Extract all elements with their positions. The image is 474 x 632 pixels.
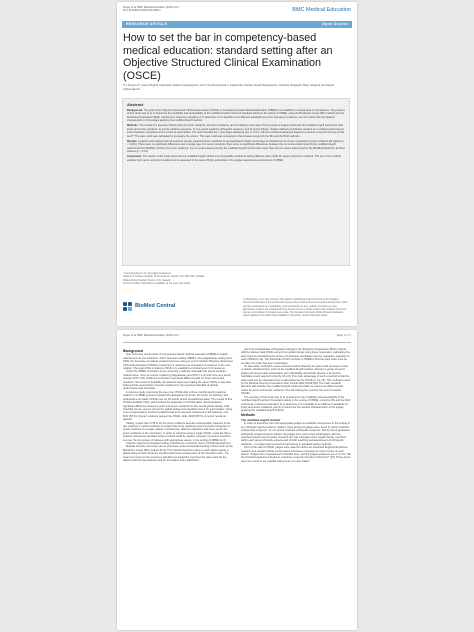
header-doi: DOI 10.1186/s12909-015-0506-z	[123, 9, 161, 13]
page2-header-citation: Dwyer et al. BMC Medical Education (2016) 16:1	[123, 334, 180, 337]
affiliation-more: Full list of author information is available at the end of the article	[123, 281, 191, 285]
subsection-heading: The modified Angoff method	[241, 417, 281, 422]
abstract-box	[122, 98, 350, 266]
article-type-label: RESEARCH ARTICLE	[126, 22, 168, 27]
abstract-section-text: The goal of the Objective Structured Clinical Examination (OSCE) in Competency-based Medical Education (CBME) is to establish a minimal level of competence. The purpose of this study was to 1) to determine the credibility and acceptability of the modified Angoff method of standard setting in the setting of CBME, using the Borderline Group (BG) method and the Borderline Regression (BLR) method as a reference standard; 2) to determine if it is feasible to set different standards for junior and senior residents, and 3) to determine the desired characteristics of the judges applying the modified Angoff method.	[127, 109, 345, 123]
body-paragraph: (such as postgraduate orthopaedic training) is the Borderline Regression (BLR) method, which produces total OSCE scores from global ratings using linear regression, calculating the pass mark by substituting the scores of borderline candidates into the regression equation for each OSCE [9–12]. The downside of both methods in CBME is that the pass mark must be set after the exam has been undertaken.	[241, 348, 350, 365]
abstract-section	[127, 140, 345, 154]
header-citation-block	[123, 6, 179, 13]
abstract-section	[127, 124, 345, 138]
publisher-logo	[123, 302, 175, 310]
body-paragraph: Clearly, a pass rate of 38 % for the junior residents appears unacceptable, believed in the two rotations in sports medicine is a belief that junior residents cannot become competent in sports medicine in a single rotation. Furthermore, different objectives had been set for the junior residents vs the curriculum. In order to continue using a single OSCE, it was felt that a criterion-referenced standard setting method could be applied, whereby cut-scores would be set over the two groups of trainees with appropriate values, in the setting of CBME [1–5].	[123, 421, 231, 442]
article-title: How to set the bar in competency-based medical education: standard setting after an Objective Structured Clinical Examination (OSCE)	[123, 32, 333, 82]
article-first-page	[117, 2, 357, 326]
abstract-section-text: A paired t-test showed that all examiner groups expected senior residents to get significantly higher percentage of checklist items correct compared to junior residents (all stations p < 0.001). There were no significant differences due to judge type. For senior residents, there were no significant differences between the cut scores determined by the modified Angoff method and the BG/BLR method. For junior residents, the cut scores determined by the modified Angoff method were lower than the cut scores determined by the BG/BLR Method in all three stations (p < 0.01).	[127, 139, 345, 154]
abstract-section-label: Conclusion:	[127, 155, 143, 159]
affiliation-2: 2Mount Sinai Hospital, Toronto, ON, Canada	[123, 278, 171, 282]
correspondence-email: * Correspondence: tim.dwyer@wchospital.ca	[123, 272, 171, 275]
abstract-heading: Abstract	[127, 102, 144, 107]
body-paragraph: Criterion-referenced standard setting methods are commonly used in OSCE development.	[126, 441, 232, 445]
body-paragraph: An alternative method is a test-centered method whereby the pass mark is based on how or station characteristics, such as the modified Angoff method, whereby a group of expert judges will review each examination item individually and decide whether a borderline candidate would respond correctly [13–16]. The main advantage of such a method is that the pass mark can be calculated prior to administering the OSCE [4, 13, 16]. This method is used by the Medical Council of Canada in their clinical skills OSCE [18]. The main research question was whether the modified Angoff could potentially be used to set different pass marks for junior and senior residents, thus eliminating the need for two sets of rotation OSCEs.	[241, 365, 351, 396]
body-paragraph: The purpose of this study was to 1) to determine the credibility and acceptability of the modified Angoff method of standard setting in the setting of CBME, using the BG and the BLR method as a reference standard; 2) to determine if it is feasible to set different standards for junior and senior residents, and 3) to determine the desired characteristics of the judges applying the modified Angoff method.	[241, 395, 351, 413]
section-heading: Background	[123, 348, 143, 353]
abstract-section	[127, 109, 345, 123]
abstract-section-label: Methods:	[127, 124, 140, 128]
abstract-section-label: Background:	[127, 109, 144, 112]
abstract-sections	[127, 109, 345, 162]
abstract-section	[127, 155, 345, 162]
journal-name: BMC Medical Education	[292, 7, 351, 13]
abstract-section-text: The results of a previous OSCE study (21 junior residents, 18 senior residents, and six fellows) were used. Three groups of judges performed the modified Angoff method for both junior and senior residents: 1) sports medicine surgeons, 2) non-sports medicine orthopedic surgeons, and 3) sports fellows. Judges defined a borderline resident as a resident performing at a level between competent and a novice at each station. For each checklist item, the judges answered yes or no for "will the borderline/advanced beginner examinee respond correctly to this item?" The pass mark was calculated by averaging the scores. This pass mark was compared to that created using both the BG and the BLR methods.	[127, 124, 345, 138]
header-divider	[123, 342, 351, 343]
header-citation: Dwyer et al. BMC Medical Education (2016) 16:1	[123, 6, 180, 9]
correspondence-block	[123, 272, 233, 285]
article-type-band	[122, 21, 352, 28]
copyright-notice: © 2016 Dwyer et al. Open Access This article is distributed under the terms of the Creative Commons Attribution 4.0 International License (http://creativecommons.org/licenses/by/4.0/), which permits unrestricted use, distribution, and reproduction in any medium, provided you give appropriate credit to the original author(s) and the source, provide a link to the Creative Commons license, and indicate if changes were made. The Creative Commons Public Domain Dedication waiver applies to the data made available in this article, unless otherwise stated.	[243, 298, 348, 318]
body-paragraph: One of the key components of competency-based medical education (CBME) is regular assessment. As our institution, which has been trialing CBME in its postgraduate setting since 2009, the decrease of endless product has been using an end of rotation Objective Structured Clinical Examination (OSCE) to determine if residents are competent to progress to the next rotation. The goal of this in-training OSCE is to establish a minimal level of competence.	[123, 353, 233, 371]
publisher-logo-text: BioMed Central	[135, 303, 176, 309]
section-heading: Methods	[241, 413, 255, 418]
biomed-logo-icon	[123, 302, 133, 310]
body-paragraph: In order to determine the most appropriate judges to establish competence in the setting of an orthopedic sports medicine rotation, three groups of judges were used: 1) sports medicine subspecialty surgeons, 2) non-sports medicine orthopedic surgeons, and 3) recent graduated orthopedic surgeons/sports fellows. Six judges from each group participated, with five members based upon previous research [17–19]. All judges were regular faculty members within each group of faculty experienced of both teaching and assessment of orthopedic residents – no judge had received formal training in standard setting methods.	[241, 422, 350, 446]
right-text-column	[241, 348, 351, 463]
left-text-column	[123, 348, 233, 462]
open-access-label: Open Access	[322, 22, 348, 27]
body-paragraph: A previous study examining the use of an OSCE after a three months sports medicine rotation in a CBME program resulted 45 participants (21 junior, 18 senior, six fellows), who undertook a six station OSCE over an 18-month period (unpublished data). The results of this OSCE (reliability 0.81), which looked the application of clinical skills, demonstrated a significant difference between junior and senior residents for the overall global ratings, total checklist scores, and as well as the global ratings and checklist scores for each station. Using a non-compensatory method (residents had to be deemed competent in 4/6 stations), only 8/21 (38 %) of junior residents passed the OSCE, while 16/18 (89 %) of senior residents passed.	[123, 390, 233, 422]
abstract-section-label: Results:	[127, 139, 138, 143]
abstract-section-text: The results of this study show that the modified Angoff method is an acceptable method of setting different pass marks for senior and junior residents. The use of this method enables both senior and junior residents to be assessed in the same OSCE, preferable in the regular assessment environment of CBME.	[127, 155, 341, 162]
page-number: Page 2 of 7	[336, 333, 351, 337]
affiliation-1: 1Women's College Hospital, 76 Grenville St, Toronto, ON, M5S 1B2, Canada	[123, 275, 205, 279]
article-second-page	[117, 330, 357, 630]
body-paragraph: Under the CBME curriculum at our university, residents undertake the sports medicine rotation twice, once as a junior resident (postgraduate year (PGY) 1–3) and once as a senior resident (PGY 4/5). While the curriculum may detail different goals for junior and senior residents, the issues of feasibility all residents have been taking the same OSCE. It was also believed that expectations of senior residents by the expected standard of clinical performance was important.	[123, 370, 232, 391]
body-paragraph: Prior to the start of OSCE, judges were asked to define an advanced beginner/borderline resident as a resident whose performance is between competence and a novice at each station. Judges then reviewed each checklist item, and the judges answered yes or no for "will the borderline/advanced beginner examinee respond correctly to this item?" [20]. These items were then used to set a global rating score for each station.	[241, 446, 351, 463]
body-paragraph: Medical schools commonly use an examinee-centered standard setting method such as the Borderline Group (BG) method [6–8]. This method therefore relies on each station giving a global rating of each student's overall performance independent of the checklist mark – the mean test score for the examinee identified as borderline becomes the pass mark for the station and how the passing mark for the station was established.	[123, 445, 233, 462]
author-list: Tim Dwyer1,2*, Sarah Wright3, Kulamakan Mahan Kulasegaram4, John Theodoropoulos1,2, Jaskarndip Chahal1, David Wasserstein1, Charlotte Ringsted4, Brian Hodges3 and Darrell Ogilvie-Harris1	[123, 84, 334, 91]
